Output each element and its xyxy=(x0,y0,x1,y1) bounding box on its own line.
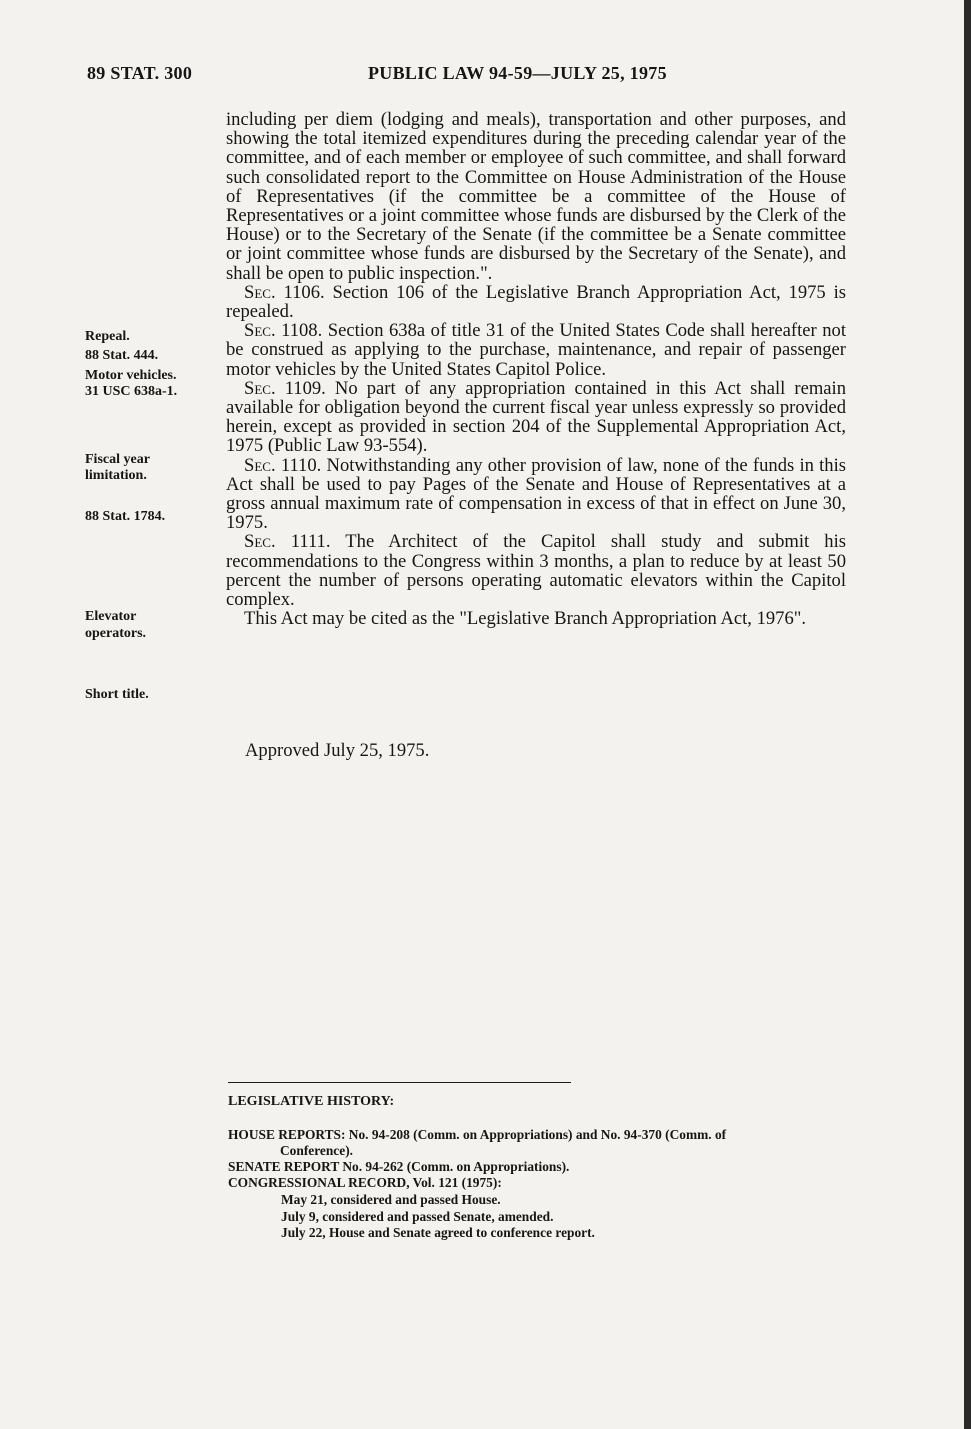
running-head: PUBLIC LAW 94-59—JULY 25, 1975 xyxy=(368,63,667,83)
section-1108-text: 1108. Section 638a of title 31 of the United States Code shall hereafter not be construed as applying to the purchase, maintenance, and repair of passenger motor vehicles by the United States Capitol Police. xyxy=(226,320,846,380)
section-1109-text: 1109. No part of any appropriation contained in this Act shall remain available for obligation beyond the current fiscal year unless expressly so provided herein, except as provided in section 204 of the Supplemental Appropriation Act, 1975 (Public Law 93-554). xyxy=(226,377,846,457)
margin-note-short-title: Short title. xyxy=(85,687,149,702)
short-title-paragraph: This Act may be cited as the "Legislative Branch Appropriation Act, 1976". xyxy=(244,608,807,630)
history-congressional-record: CONGRESSIONAL RECORD, Vol. 121 (1975): xyxy=(228,1175,502,1190)
section-1111 xyxy=(226,532,846,609)
margin-note-motor-vehicles: Motor vehicles. xyxy=(85,368,177,383)
sec-label: Sec. xyxy=(244,377,276,399)
history-house-reports: HOUSE REPORTS: No. 94-208 (Comm. on Appropriations) and No. 94-370 (Comm. of xyxy=(228,1127,727,1142)
section-1110 xyxy=(226,456,846,533)
history-divider xyxy=(228,1082,571,1083)
section-1111-text: 1111. The Architect of the Capitol shall study and submit his recommendations to the Congress within 3 months, a plan to reduce by at least 50 percent the number of persons operating automatic elevators within the Capitol complex. xyxy=(226,531,846,611)
margin-note-88-stat-1784: 88 Stat. 1784. xyxy=(85,509,166,524)
history-july-9: July 9, considered and passed Senate, amended. xyxy=(281,1209,554,1224)
section-1106 xyxy=(226,283,846,321)
margin-note-limitation: limitation. xyxy=(85,468,147,483)
sec-label: Sec. xyxy=(244,454,276,476)
body-text xyxy=(226,110,846,628)
sec-label: Sec. xyxy=(244,531,276,553)
margin-note-elevator: Elevator xyxy=(85,609,137,624)
history-july-22: July 22, House and Senate agreed to conference report. xyxy=(281,1225,595,1240)
stat-page-number: 89 STAT. 300 xyxy=(87,63,193,83)
section-1106-text: 1106. Section 106 of the Legislative Branch Appropriation Act, 1975 is repealed. xyxy=(226,281,846,323)
paragraph-continuation: including per diem (lodging and meals), transportation and other purposes, and showing the total itemized expenditures during the preceding calendar year of the committee, and of each member or employee of such committee, and shall forward such consolidated report to the Committee on House Administration of the House of Representatives (if the committee be a committee of the House of Representatives or a joint committee whose funds are disbursed by the Clerk of the House) or to the Secretary of the Senate (if the committee be a Senate committee or joint committee whose funds are disbursed by the Secretary of the Senate), and shall be open to public inspection.". xyxy=(226,109,846,284)
margin-note-88-stat-444: 88 Stat. 444. xyxy=(85,348,159,363)
history-may-21: May 21, considered and passed House. xyxy=(281,1192,501,1207)
approval-date: Approved July 25, 1975. xyxy=(245,740,430,761)
margin-note-31-usc-638a-1: 31 USC 638a-1. xyxy=(85,384,178,399)
sec-label: Sec. xyxy=(244,320,276,342)
history-house-reports-cont: Conference). xyxy=(280,1143,354,1158)
section-1108 xyxy=(226,321,846,379)
legislative-history-title: LEGISLATIVE HISTORY: xyxy=(228,1094,395,1109)
sec-label: Sec. xyxy=(244,281,276,303)
section-1110-text: 1110. Notwithstanding any other provision of law, none of the funds in this Act shall be used to pay Pages of the Senate and House of Representatives at a gross annual maximum rate of compensation in excess of that in effect on June 30, 1975. xyxy=(226,454,846,534)
margin-note-fiscal-year: Fiscal year xyxy=(85,452,150,467)
scan-edge xyxy=(964,0,971,1429)
margin-note-repeal: Repeal. xyxy=(85,329,130,344)
section-1109 xyxy=(226,379,846,456)
history-senate-report: SENATE REPORT No. 94-262 (Comm. on Appropriations). xyxy=(228,1159,570,1174)
margin-note-operators: operators. xyxy=(85,626,147,641)
